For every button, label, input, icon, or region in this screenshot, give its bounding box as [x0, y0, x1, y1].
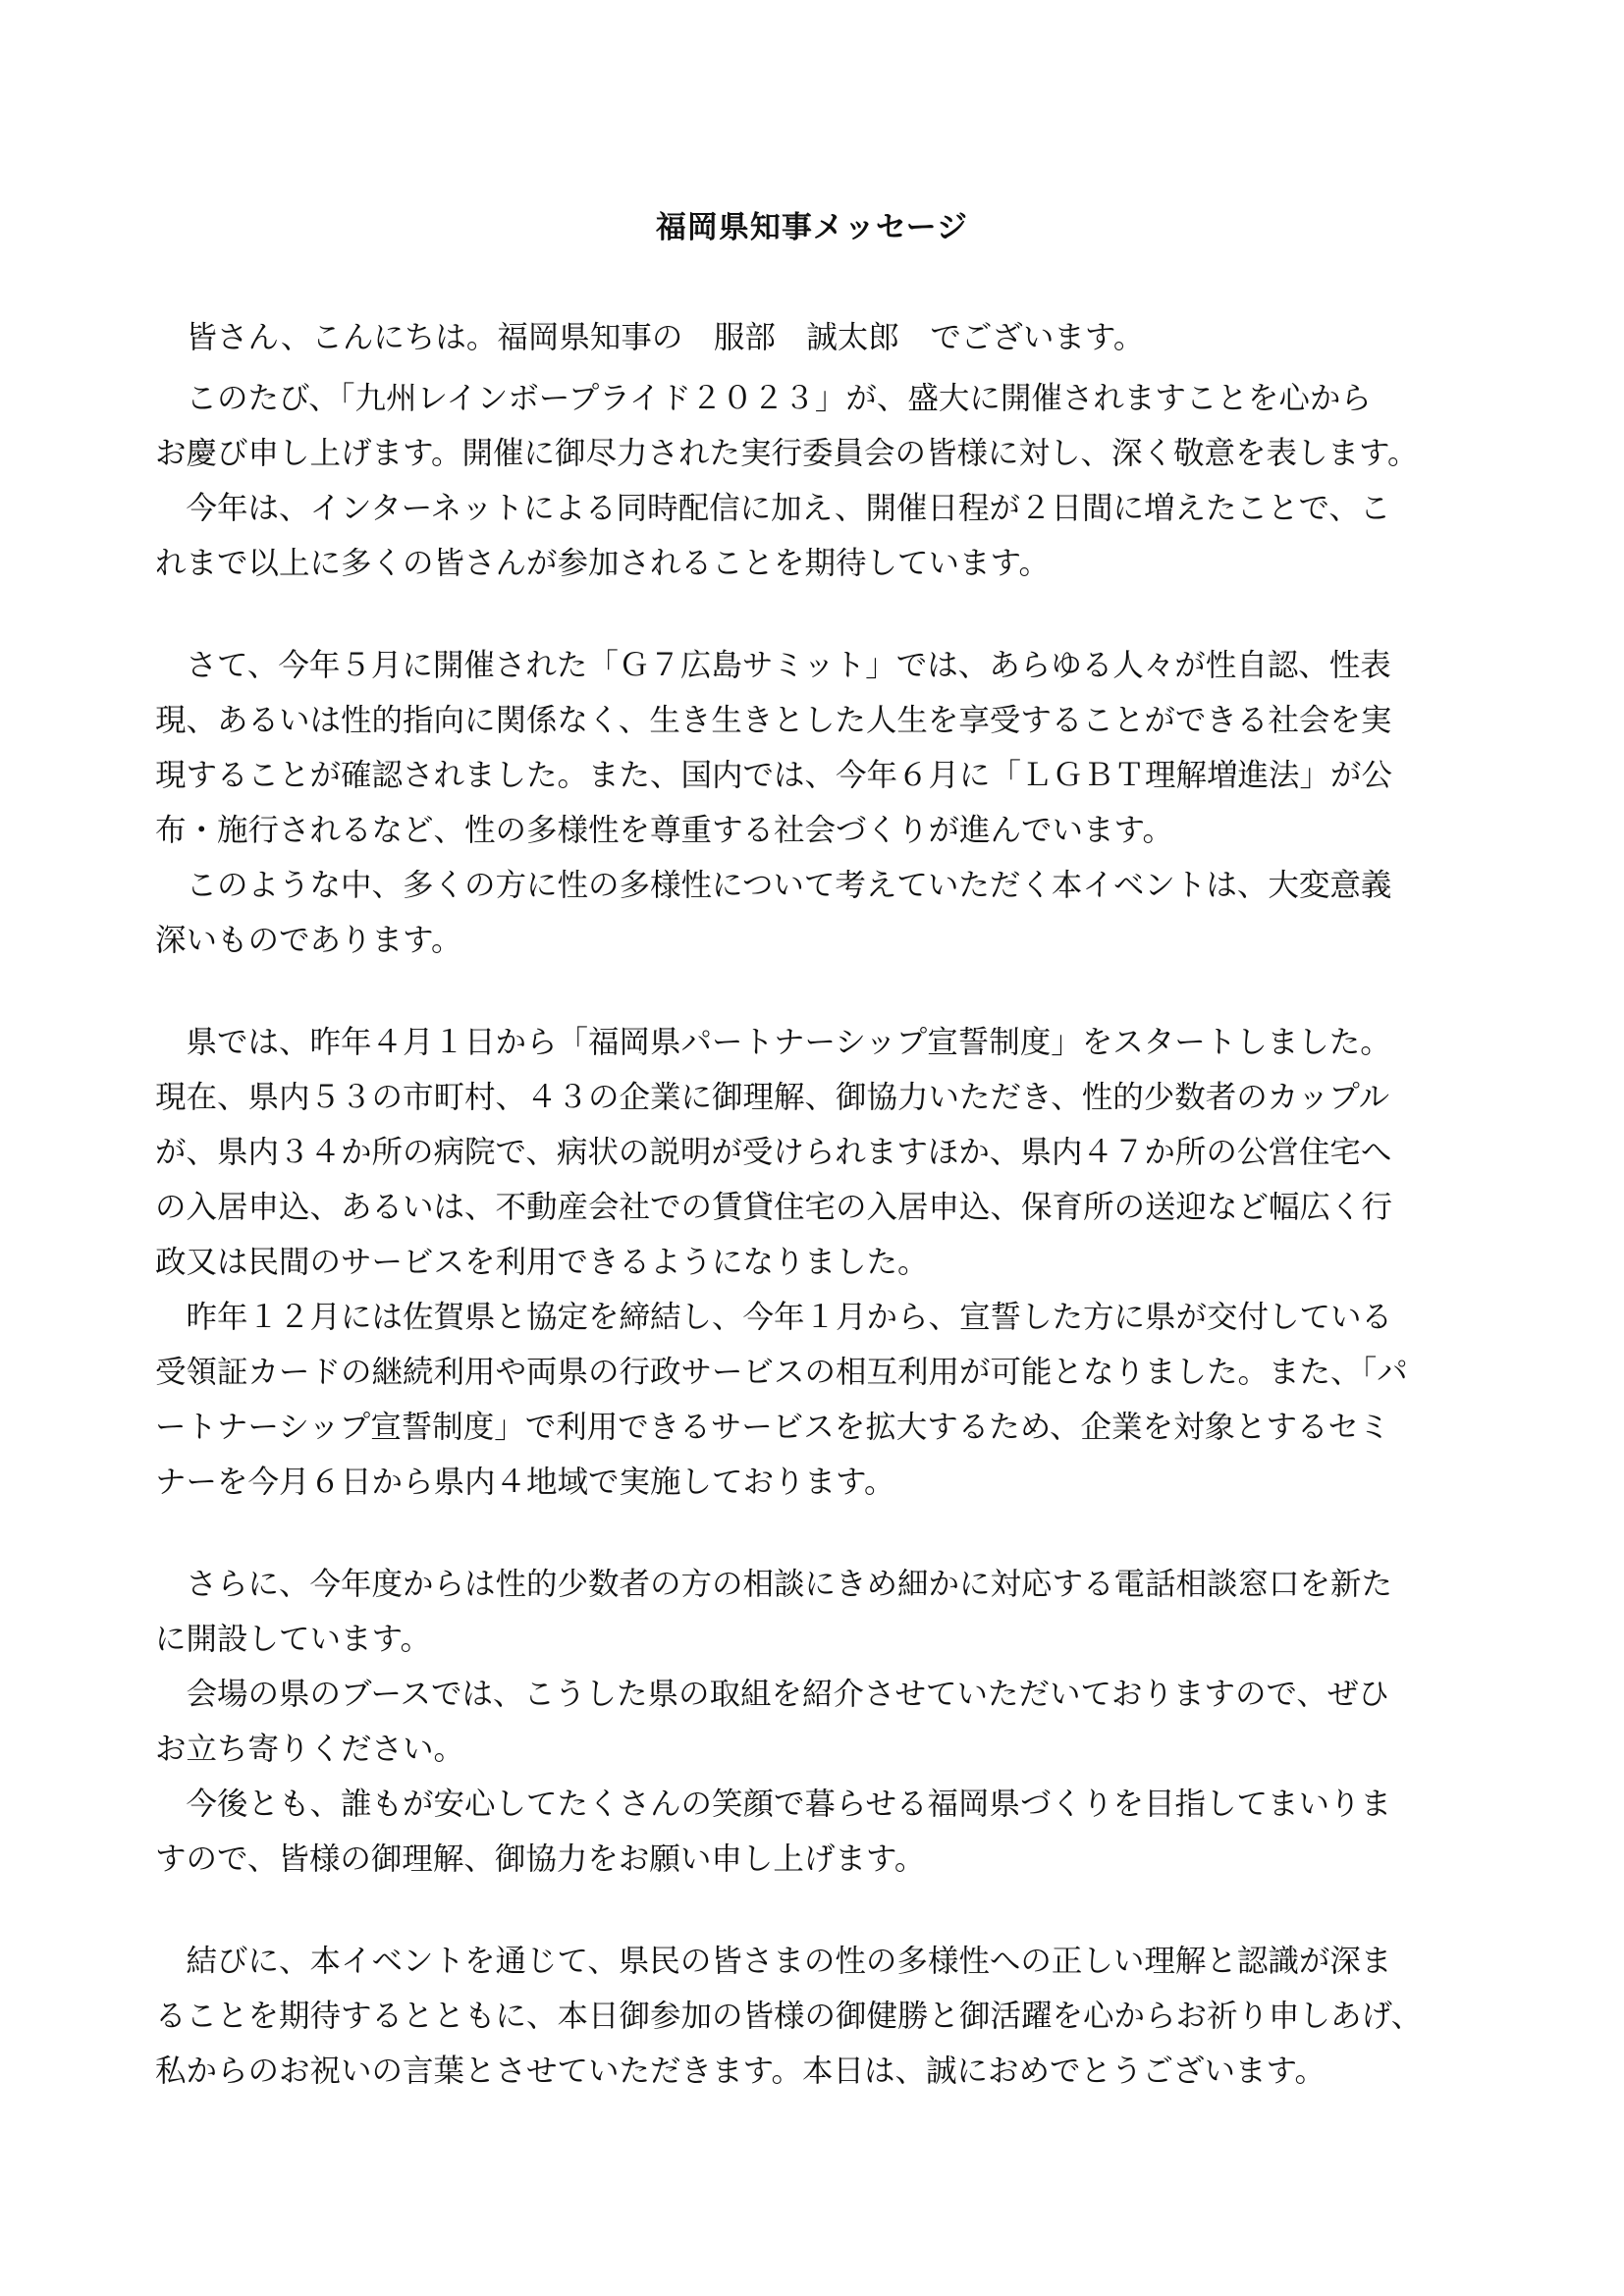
paragraph: [155, 1934, 1476, 2099]
paragraph: [155, 481, 1476, 591]
paragraph-line: 現することが確認されました。また、国内では、今年６月に「ＬＧＢＴ理解増進法」が公: [155, 758, 1393, 793]
paragraph-line: 県では、昨年４月１日から「福岡県パートナーシップ宣誓制度」をスタートしました。: [155, 1025, 1391, 1060]
paragraph-line: 深いものであります。: [155, 923, 462, 958]
paragraph-line: 政又は民間のサービスを利用できるようになりました。: [155, 1245, 929, 1280]
paragraph-line: 現在、県内５３の市町村、４３の企業に御理解、御協力いただき、性的少数者のカップル: [155, 1080, 1390, 1115]
paragraph-line: れまで以上に多くの皆さんが参加されることを期待しています。: [155, 546, 1050, 581]
paragraph: [155, 1015, 1476, 1290]
paragraph-line: お立ち寄りください。: [155, 1732, 465, 1767]
paragraph: [155, 638, 1476, 858]
paragraph-spacer: [155, 968, 1476, 1015]
paragraph-line: このたび、「九州レインボープライド２０２３」が、盛大に開催されますことを心から: [155, 381, 1372, 416]
paragraph-line: 皆さん、こんにちは。福岡県知事の 服部 誠太郎 でございます。: [155, 320, 1145, 355]
paragraph: [155, 858, 1476, 968]
paragraph-spacer: [155, 1510, 1476, 1557]
paragraph: [155, 310, 1476, 365]
paragraph-line: 会場の県のブースでは、こうした県の取組を紹介させていただいておりますので、ぜひ: [155, 1677, 1389, 1712]
paragraph-line: の入居申込、あるいは、不動産会社での賃貸住宅の入居申込、保育所の送迎など幅広く行: [155, 1190, 1393, 1225]
paragraph-line: 現、あるいは性的指向に関係なく、生き生きとした人生を享受することができる社会を実: [155, 703, 1392, 738]
paragraph-line: さらに、今年度からは性的少数者の方の相談にきめ細かに対応する電話相談窓口を新た: [155, 1567, 1393, 1602]
paragraph-line: が、県内３４か所の病院で、病状の説明が受けられますほか、県内４７か所の公営住宅へ: [155, 1135, 1392, 1170]
paragraph-line: に開設しています。: [155, 1622, 431, 1657]
paragraph-spacer: [155, 591, 1476, 638]
paragraph-line: すので、皆様の御理解、御協力をお願い申し上げます。: [155, 1842, 926, 1877]
paragraph: [155, 1667, 1476, 1777]
paragraph: [155, 371, 1476, 481]
paragraph-line: 昨年１２月には佐賀県と協定を締結し、今年１月から、宣誓した方に県が交付している: [155, 1300, 1393, 1335]
paragraph-line: ートナーシップ宣誓制度」で利用できるサービスを拡大するため、企業を対象とするセミ: [155, 1410, 1390, 1445]
paragraph-line: さて、今年５月に開催された「Ｇ７広島サミット」では、あらゆる人々が性自認、性表: [155, 648, 1391, 683]
paragraph-line: ることを期待するとともに、本日御参加の皆様の御健勝と御活躍を心からお祈り申しあげ、: [155, 1999, 1423, 2034]
paragraph-line: 私からのお祝いの言葉とさせていただきます。本日は、誠におめでとうございます。: [155, 2054, 1326, 2089]
paragraph-line: ナーを今月６日から県内４地域で実施しております。: [155, 1465, 895, 1500]
paragraph-spacer: [155, 1887, 1476, 1934]
document-body: [155, 310, 1476, 2099]
paragraph: [155, 1557, 1476, 1667]
paragraph-line: 布・施行されるなど、性の多様性を尊重する社会づくりが進んでいます。: [155, 813, 1173, 848]
paragraph-line: 結びに、本イベントを通じて、県民の皆さまの性の多様性への正しい理解と認識が深ま: [155, 1944, 1392, 1979]
paragraph-line: 受領証カードの継続利用や両県の行政サービスの相互利用が可能となりました。また、「パ: [155, 1355, 1408, 1390]
paragraph-line: お慶び申し上げます。開催に御尽力された実行委員会の皆様に対し、深く敬意を表します。: [155, 436, 1419, 471]
paragraph-line: 今後とも、誰もが安心してたくさんの笑顔で暮らせる福岡県づくりを目指してまいりま: [155, 1787, 1392, 1822]
paragraph: [155, 1290, 1476, 1510]
paragraph: [155, 1777, 1476, 1887]
document-title: 福岡県知事メッセージ: [655, 210, 969, 245]
paragraph-line: このような中、多くの方に性の多様性について考えていただく本イベントは、大変意義: [155, 868, 1392, 903]
paragraph-line: 今年は、インターネットによる同時配信に加え、開催日程が２日間に増えたことで、こ: [155, 491, 1391, 526]
